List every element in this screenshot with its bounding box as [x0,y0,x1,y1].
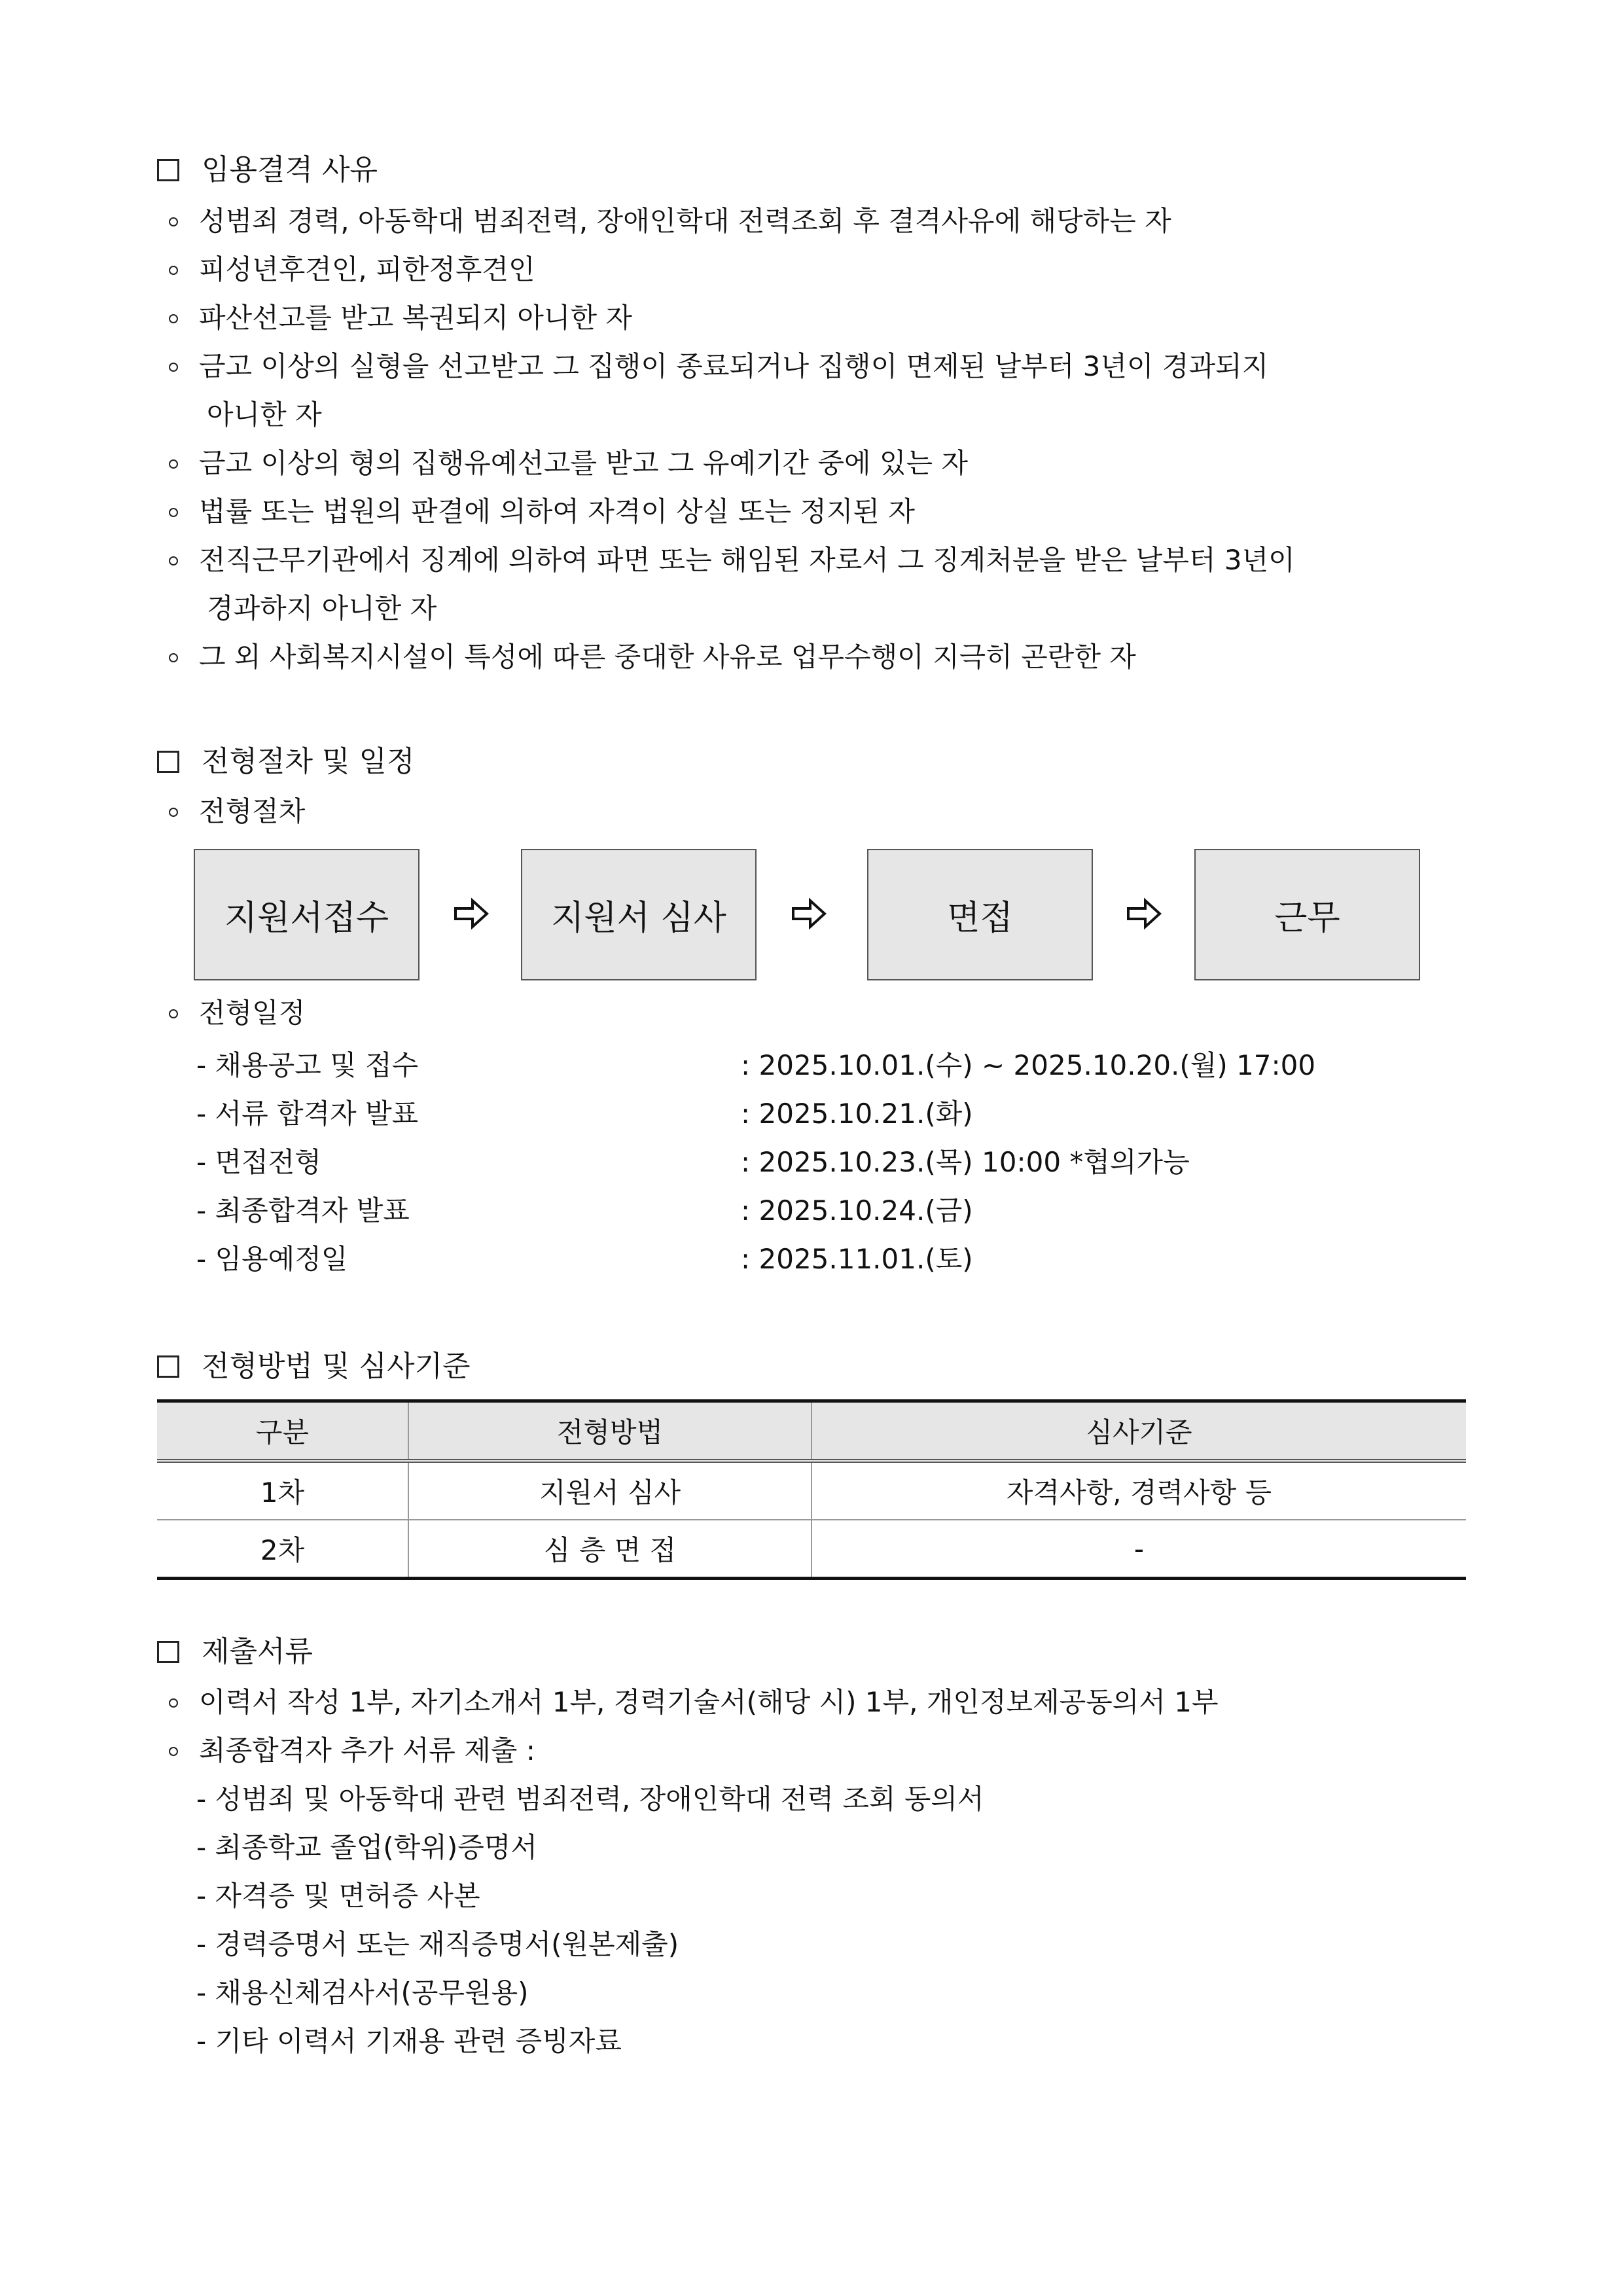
step-box-work: 근무 [1194,849,1420,980]
sub-list-item: - 채용신체검사서(공무원용) [196,1977,529,2009]
checkbox-square-icon [157,159,179,181]
sub-list-item: - 최종학교 졸업(학위)증명서 [196,1831,537,1863]
table-row [157,1520,1466,1579]
bullet-circle-icon [169,459,178,469]
section-heading-documents [157,1632,313,1672]
schedule-item-value: : 2025.10.21.(화) [741,1098,973,1130]
column-header: 구분 [157,1401,408,1462]
list-item: 전직근무기관에서 징계에 의하여 파면 또는 해임된 자로서 그 징계처분을 받은 날부터 3년이 [169,542,1295,579]
schedule-item-name: - 서류 합격자 발표 [196,1098,419,1130]
bullet-circle-icon [169,653,178,662]
list-item: 성범죄 경력, 아동학대 범죄전력, 장애인학대 전력조회 후 결격사유에 해당하는 자 [169,203,1171,240]
table-cell: 지원서 심사 [408,1461,812,1520]
column-header: 심사기준 [812,1401,1466,1462]
list-item: 그 외 사회복지시설이 특성에 따른 중대한 사유로 업무수행이 지극히 곤란한 자 [169,639,1136,675]
bullet-circle-icon [169,508,178,517]
table-row [157,1461,1466,1520]
schedule-item-name: - 임용예정일 [196,1243,348,1275]
schedule-item-value: : 2025.10.24.(금) [741,1194,973,1227]
list-item-continuation: 아니한 자 [207,399,322,431]
schedule-label: 전형일정 [169,995,305,1031]
sub-list-item: - 성범죄 및 아동학대 관련 범죄전력, 장애인학대 전력 조회 동의서 [196,1783,984,1815]
bullet-circle-icon [169,1009,178,1018]
schedule-item-value: : 2025.11.01.(토) [741,1243,973,1275]
list-item: 파산선고를 받고 복권되지 아니한 자 [169,300,632,336]
list-item: 피성년후견인, 피한정후견인 [169,251,535,288]
list-item: 금고 이상의 실형을 선고받고 그 집행이 종료되거나 집행이 면제된 날부터 3년이 경과되지 [169,348,1268,385]
checkbox-square-icon [157,1641,179,1663]
list-item: 금고 이상의 형의 집행유예선고를 받고 그 유예기간 중에 있는 자 [169,445,968,482]
section-heading-disqualification [157,151,378,190]
criteria-table [157,1399,1466,1580]
bullet-circle-icon [169,363,178,372]
section-title: 전형방법 및 심사기준 [202,1350,471,1383]
bullet-circle-icon [169,217,178,226]
procedure-label: 전형절차 [169,793,305,830]
step-box-interview: 면접 [867,849,1093,980]
schedule-item-name: - 면접전형 [196,1146,321,1178]
right-arrow-icon [453,895,490,932]
step-box-review: 지원서 심사 [521,849,757,980]
section-title: 임용결격 사유 [202,153,378,187]
list-item: 최종합격자 추가 서류 제출 : [169,1732,535,1769]
right-arrow-icon [791,895,827,932]
section-title: 제출서류 [202,1635,313,1668]
section-heading-criteria [157,1347,471,1386]
list-item-continuation: 경과하지 아니한 자 [207,592,437,624]
list-item: 법률 또는 법원의 판결에 의하여 자격이 상실 또는 정지된 자 [169,493,915,530]
sub-list-item: - 자격증 및 면허증 사본 [196,1880,480,1912]
table-cell: 자격사항, 경력사항 등 [812,1461,1466,1520]
bullet-circle-icon [169,1698,178,1708]
schedule-item-name: - 최종합격자 발표 [196,1194,410,1227]
table-cell: 2차 [157,1520,408,1579]
table-header-row [157,1401,1466,1462]
checkbox-square-icon [157,1355,179,1378]
sub-list-item: - 기타 이력서 기재용 관련 증빙자료 [196,2025,622,2057]
bullet-circle-icon [169,266,178,275]
step-box-application: 지원서접수 [194,849,419,980]
checkbox-square-icon [157,751,179,773]
right-arrow-icon [1126,895,1162,932]
column-header: 전형방법 [408,1401,812,1462]
list-item: 이력서 작성 1부, 자기소개서 1부, 경력기술서(해당 시) 1부, 개인정보제공동의서 1부 [169,1684,1219,1721]
table-cell: - [812,1520,1466,1579]
schedule-item-value: : 2025.10.01.(수) ~ 2025.10.20.(월) 17:00 [741,1049,1316,1081]
bullet-circle-icon [169,808,178,817]
bullet-circle-icon [169,1747,178,1756]
bullet-circle-icon [169,314,178,323]
section-title: 전형절차 및 일정 [202,745,415,778]
table-cell: 1차 [157,1461,408,1520]
sub-list-item: - 경력증명서 또는 재직증명서(원본제출) [196,1928,679,1960]
bullet-circle-icon [169,556,178,565]
table-cell: 심 층 면 접 [408,1520,812,1579]
schedule-item-name: - 채용공고 및 접수 [196,1049,419,1081]
section-heading-selection [157,742,415,781]
schedule-item-value: : 2025.10.23.(목) 10:00 *협의가능 [741,1146,1190,1178]
